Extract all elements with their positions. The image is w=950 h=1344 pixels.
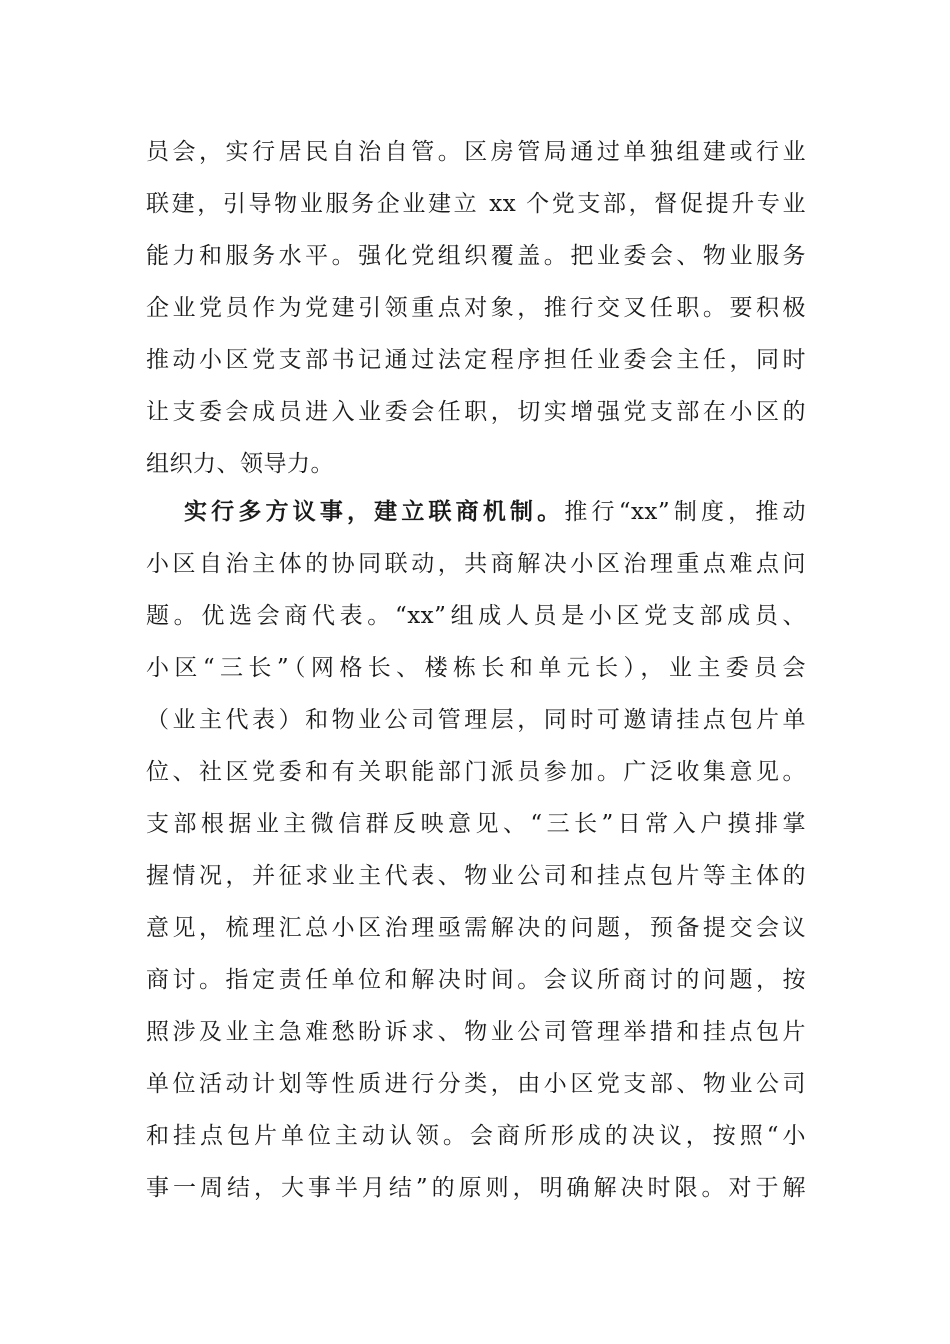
paragraph-line: 能力和服务水平。强化党组织覆盖。把业委会、物业服务 xyxy=(146,243,806,269)
paragraph-line: 单位活动计划等性质进行分类，由小区党支部、物业公司 xyxy=(146,1071,806,1097)
paragraph-line: 题。优选会商代表。“xx”组成人员是小区党支部成员、 xyxy=(146,603,806,629)
paragraph-party-coverage xyxy=(146,126,806,490)
paragraph-line: 商讨。指定责任单位和解决时间。会议所商讨的问题，按 xyxy=(146,967,806,993)
paragraph-line: 意见，梳理汇总小区治理亟需解决的问题，预备提交会议 xyxy=(146,915,806,941)
paragraph-line: 握情况，并征求业主代表、物业公司和挂点包片等主体的 xyxy=(146,863,806,889)
paragraph-first-line xyxy=(146,486,806,538)
paragraph-line: 小区自治主体的协同联动，共商解决小区治理重点难点问 xyxy=(146,551,806,577)
paragraph-line: 联建，引导物业服务企业建立 xx 个党支部，督促提升专业 xyxy=(146,191,806,217)
paragraph-heading: 实行多方议事，建立联商机制。 xyxy=(184,498,565,525)
paragraph-line: 事一周结，大事半月结”的原则，明确解决时限。对于解 xyxy=(146,1175,806,1201)
paragraph-line: 组织力、领导力。 xyxy=(146,451,334,477)
paragraph-line: 和挂点包片单位主动认领。会商所形成的决议，按照“小 xyxy=(146,1123,806,1149)
paragraph-line: 小区“三长”（网格长、楼栋长和单元长），业主委员会 xyxy=(146,655,806,681)
paragraph-line: （业主代表）和物业公司管理层，同时可邀请挂点包片单 xyxy=(146,707,806,733)
paragraph-line: 让支委会成员进入业委会任职，切实增强党支部在小区的 xyxy=(146,399,806,425)
paragraph-joint-consultation xyxy=(146,486,806,1214)
paragraph-line: 支部根据业主微信群反映意见、“三长”日常入户摸排掌 xyxy=(146,811,806,837)
paragraph-line: 位、社区党委和有关职能部门派员参加。广泛收集意见。 xyxy=(146,759,806,785)
paragraph-line: 员会，实行居民自治自管。区房管局通过单独组建或行业 xyxy=(146,139,806,165)
paragraph-line: 照涉及业主急难愁盼诉求、物业公司管理举措和挂点包片 xyxy=(146,1019,806,1045)
paragraph-line: 企业党员作为党建引领重点对象，推行交叉任职。要积极 xyxy=(146,295,806,321)
paragraph-line-rest: 推行“xx”制度，推动 xyxy=(564,499,806,525)
paragraph-line: 推动小区党支部书记通过法定程序担任业委会主任，同时 xyxy=(146,347,806,373)
